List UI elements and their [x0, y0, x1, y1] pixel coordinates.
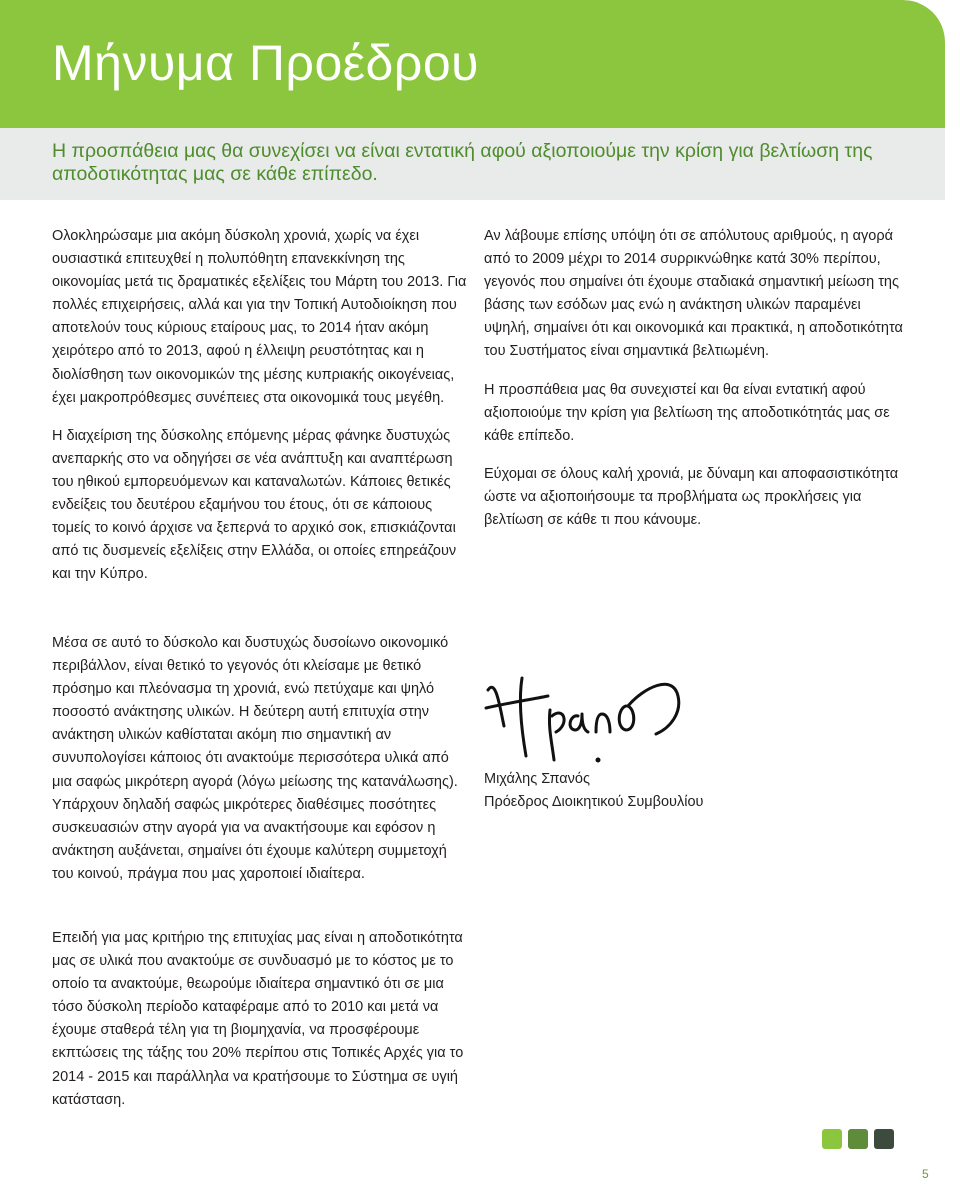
paragraph: Επειδή για μας κριτήριο της επιτυχίας μας είναι η αποδοτικότητα μας σε υλικά που ανακτούμε σε συνδυασμό με το κόστος με το οποίο τα ανακτούμε, θεωρούμε ιδιαίτερα σημαντικό ότι σε μια τόσο δύσκολη περίοδο καταφέραμε από το 2010 και μετά να έχουμε σταθερά τέλη για τη βιομηχανία, να προσφέρουμε εκπτώσεις της τάξης του 20% περίπου στις Τοπικές Αρχές για το 2014 - 2015 και παράλληλα να κρατήσουμε το Σύστημα σε υγιή κατάσταση. [52, 930, 464, 1108]
page-number: 5 [922, 1167, 929, 1181]
left-column-middle [52, 632, 472, 901]
paragraph: Εύχομαι σε όλους καλή χρονιά, με δύναμη και αποφασιστικότητα ώστε να αξιοποιήσουμε τα προβλήματα ως προκλήσεις για βελτίωση σε κάθε τι που κάνουμε. [484, 465, 899, 529]
decorative-square [848, 1129, 868, 1149]
left-column-top [52, 225, 472, 601]
decorative-square [874, 1129, 894, 1149]
paragraph: Ολοκληρώσαμε μια ακόμη δύσκολη χρονιά, χωρίς να έχει ουσιαστικά επιτευχθεί η πολυπόθητη επανεκκίνηση της οικονομίας μετά τις δραματικές εξελίξεις του Μάρτη του 2013. Για πολλές επιχειρήσεις, αλλά και για την Τοπική Αυτοδιοίκηση που αποτελούν τους κύριους εταίρους μας, το 2014 ήταν ακόμη χειρότερο από το 2013, αφού η έλλειψη ρευστότητας και η διολίσθηση των οικονομικών της μέσης κυπριακής οικογένειας, έχει μακροπρόθεσμες συνέπειες στα οικονομικά τους μεγέθη. [52, 228, 467, 406]
paragraph: Η προσπάθεια μας θα συνεχιστεί και θα είναι εντατική αφού αξιοποιούμε την κρίση για βελτίωση της αποδοτικότητάς μας σε κάθε επίπεδο. [484, 381, 890, 444]
signer-block [484, 768, 844, 814]
paragraph: Αν λάβουμε επίσης υπόψη ότι σε απόλυτους αριθμούς, η αγορά από το 2009 μέχρι το 2014 συρρικνώθηκε κατά 30% περίπου, γεγονός που σημαίνει ότι έχουμε σταδιακά σημαντική μείωση της βάσης των εσόδων μας ενώ η ανάκτηση υλικών παραμένει υψηλή, σημαίνει ότι και οικονομικά και πρακτικά, η αποδοτικότητα του Συστήματος είναι σημαντικά βελτιωμένη. [484, 228, 903, 360]
page-subtitle: Η προσπάθεια μας θα συνεχίσει να είναι εντατική αφού αξιοποιούμε την κρίση για βελτίωση της αποδοτικότητας μας σε κάθε επίπεδο. [52, 140, 873, 185]
signer-name: Μιχάλης Σπανός [484, 771, 590, 787]
paragraph: Η διαχείριση της δύσκολης επόμενης μέρας φάνηκε δυστυχώς ανεπαρκής στο να οδηγήσει σε νέα ανάπτυξη και αναπτέρωση του ηθικού εμπορευόμενων και καταναλωτών. Κάποιες θετικές ενδείξεις του δευτέρου εξαμήνου του έτους, ότι σε κάποιους τομείς το κοινό άρχισε να ξεπερνά το αρχικό σοκ, επισκιάζονται από τις δυσμενείς εξελίξεις στην Ελλάδα, οι οποίες επηρεάζουν και την Κύπρο. [52, 427, 457, 583]
paragraph: Μέσα σε αυτό το δύσκολο και δυστυχώς δυσοίωνο οικονομικό περιβάλλον, είναι θετικό το γεγονός ότι κλείσαμε με θετικό πρόσημο και πλεόνασμα τη χρονιά, ενώ πετύχαμε και ψηλό ποσοστό ανάκτησης υλικών. Η δεύτερη αυτή επιτυχία στην ανάκτηση υλικών καθίσταται ακόμη πιο σημαντική αν συνυπολογίσει κάποιος ότι ανακτούμε περισσότερα υλικά από μια σαφώς μικρότερη αγορά (λόγω μείωσης της κατανάλωσης). Υπάρχουν δηλαδή σαφώς μικρότερες διαθέσιμες ποσότητες συσκευασιών στην αγορά για να ανακτήσουμε και εφόσον η ανάκτηση αυξάνεται, σημαίνει ότι έχουμε καλύτερη συμμετοχή του κοινού, πράγμα που μας χαροποιεί ιδιαίτερα. [52, 635, 458, 882]
signer-role: Πρόεδρος Διοικητικού Συμβουλίου [484, 794, 704, 810]
left-column-bottom [52, 927, 472, 1127]
decorative-square [822, 1129, 842, 1149]
right-column-top [484, 225, 904, 547]
decorative-squares [822, 1129, 894, 1149]
signature-image [478, 648, 698, 768]
page-title: Μήνυμα Προέδρου [52, 35, 479, 91]
